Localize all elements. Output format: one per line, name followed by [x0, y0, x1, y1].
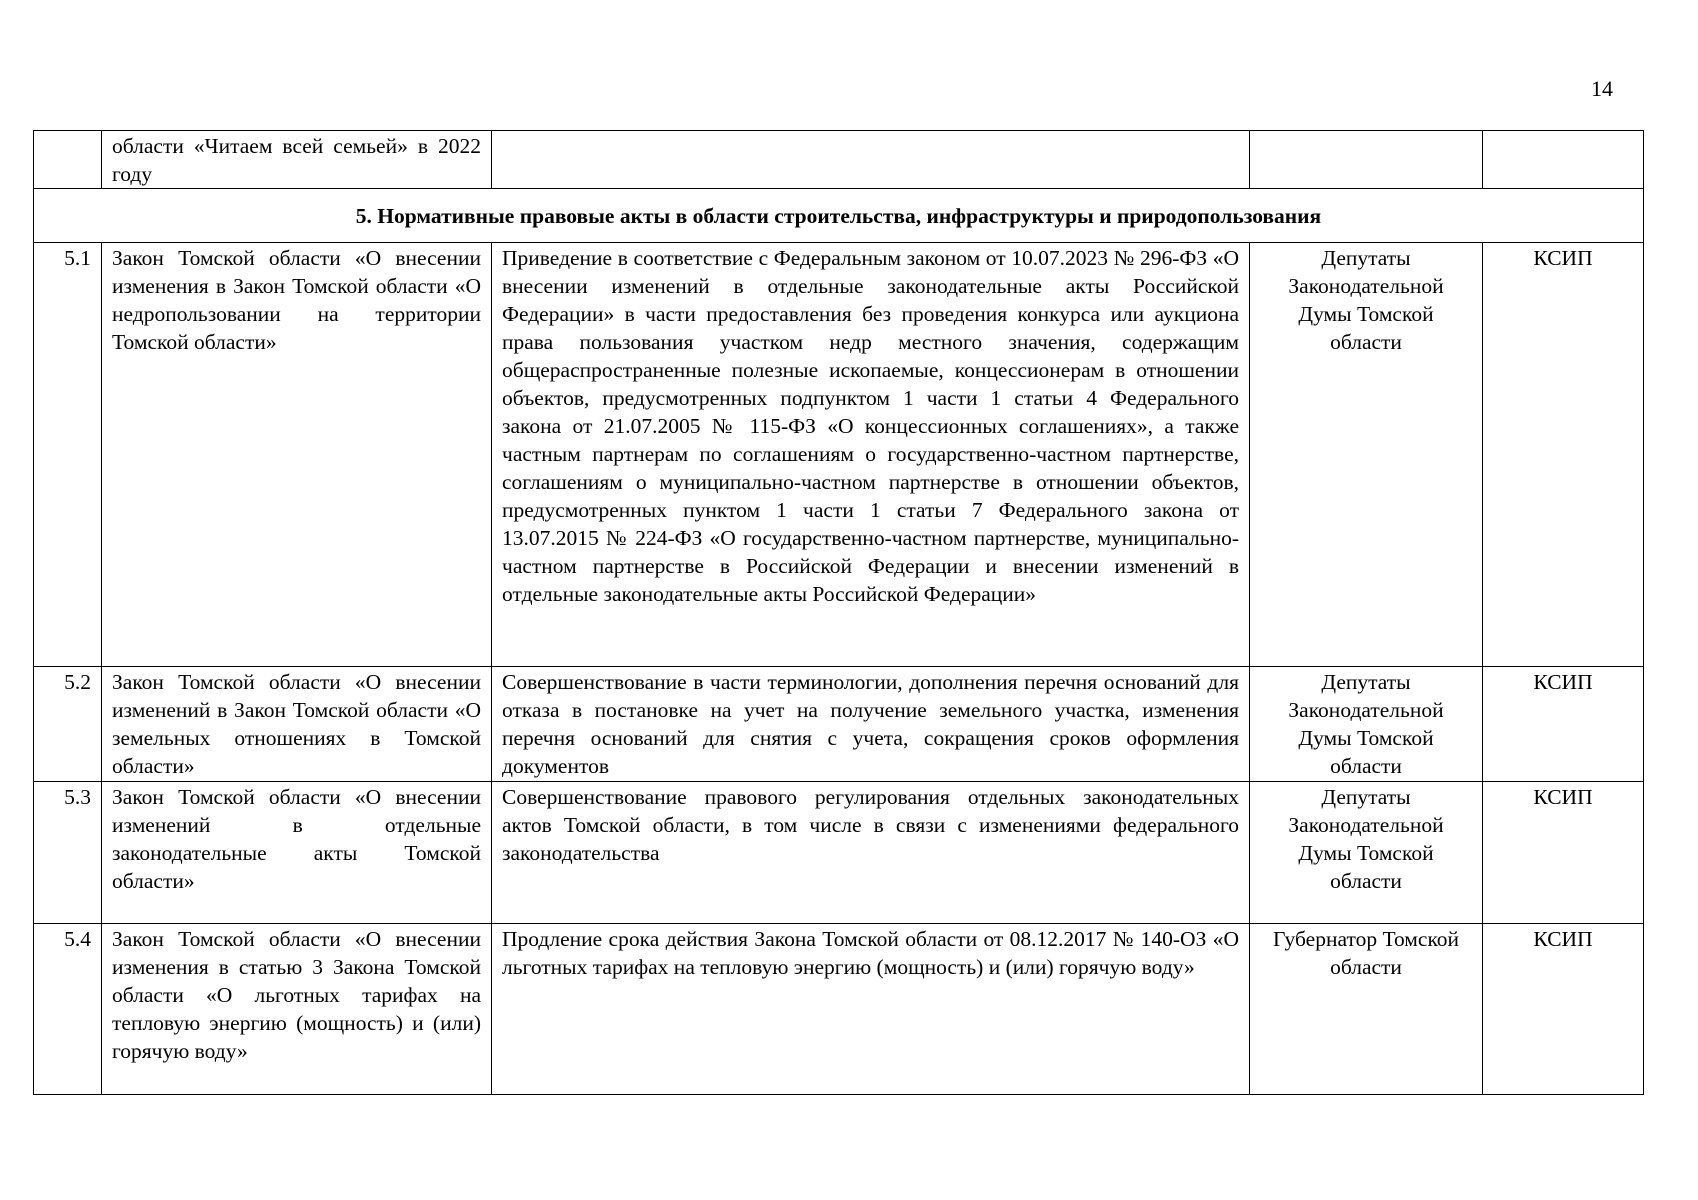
cell-act-title: Закон Томской области «О внесении изменения в Закон Томской области «О недропользовании на территории Томской области» — [102, 243, 492, 667]
cell-document — [1483, 131, 1644, 189]
section-header-row — [34, 189, 1644, 243]
cell-document: КСИП — [1483, 782, 1644, 924]
cell-description — [492, 131, 1250, 189]
cell-document: КСИП — [1483, 924, 1644, 1095]
legislative-plan-table — [33, 130, 1644, 1095]
cell-responsible — [1250, 131, 1483, 189]
cell-description: Совершенствование правового регулирования отдельных законодательных актов Томской области, в том числе в связи с изменениями федерального законодательства — [492, 782, 1250, 924]
table-row — [34, 243, 1644, 667]
cell-description: Совершенствование в части терминологии, дополнения перечня оснований для отказа в постановке на учет на получение земельного участка, изменения перечня оснований для снятия с учета, сокращения сроков оформления документов — [492, 667, 1250, 782]
cell-description: Приведение в соответствие с Федеральным законом от 10.07.2023 № 296-ФЗ «О внесении изменений в отдельные законодательные акты Российской Федерации» в части предоставления без проведения конкурса или аукциона права пользования участком недр местного значения, содержащим общераспространенные полезные ископаемые, концессионерам в отношении объектов, предусмотренных подпунктом 1 части 1 статьи 4 Федерального закона от 21.07.2005 № 115-ФЗ «О концессионных соглашениях», а также частным партнерам по соглашениям о государственно-частном партнерстве, соглашениям о муниципально-частном партнерстве в отношении объектов, предусмотренных пунктом 1 части 1 статьи 7 Федерального закона от 13.07.2015 № 224-ФЗ «О государственно-частном партнерстве, муниципально-частном партнерстве в Российской Федерации и внесении изменений в отдельные законодательные акты Российской Федерации» — [492, 243, 1250, 667]
section-title: 5. Нормативные правовые акты в области строительства, инфраструктуры и природопользования — [34, 189, 1644, 243]
cell-description: Продление срока действия Закона Томской области от 08.12.2017 № 140-ОЗ «О льготных тарифах на тепловую энергию (мощность) и (или) горячую воду» — [492, 924, 1250, 1095]
cell-number: 5.2 — [34, 667, 102, 782]
cell-responsible: Депутаты Законодательной Думы Томской области — [1250, 243, 1483, 667]
cell-act-title: Закон Томской области «О внесении изменений в отдельные законодательные акты Томской области» — [102, 782, 492, 924]
cell-responsible: Депутаты Законодательной Думы Томской области — [1250, 782, 1483, 924]
table-row-continuation — [34, 131, 1644, 189]
table-row — [34, 782, 1644, 924]
cell-number: 5.1 — [34, 243, 102, 667]
cell-number: 5.4 — [34, 924, 102, 1095]
table-row — [34, 667, 1644, 782]
cell-responsible: Губернатор Томской области — [1250, 924, 1483, 1095]
cell-act-title: Закон Томской области «О внесении изменений в Закон Томской области «О земельных отношениях в Томской области» — [102, 667, 492, 782]
cell-act-title: Закон Томской области «О внесении изменения в статью 3 Закона Томской области «О льготных тарифах на тепловую энергию (мощность) и (или) горячую воду» — [102, 924, 492, 1095]
table-row — [34, 924, 1644, 1095]
cell-number — [34, 131, 102, 189]
cell-number: 5.3 — [34, 782, 102, 924]
cell-document: КСИП — [1483, 667, 1644, 782]
cell-act-title: области «Читаем всей семьей» в 2022 году — [102, 131, 492, 189]
cell-responsible: Депутаты Законодательной Думы Томской области — [1250, 667, 1483, 782]
cell-document: КСИП — [1483, 243, 1644, 667]
page-number: 14 — [1591, 76, 1613, 101]
